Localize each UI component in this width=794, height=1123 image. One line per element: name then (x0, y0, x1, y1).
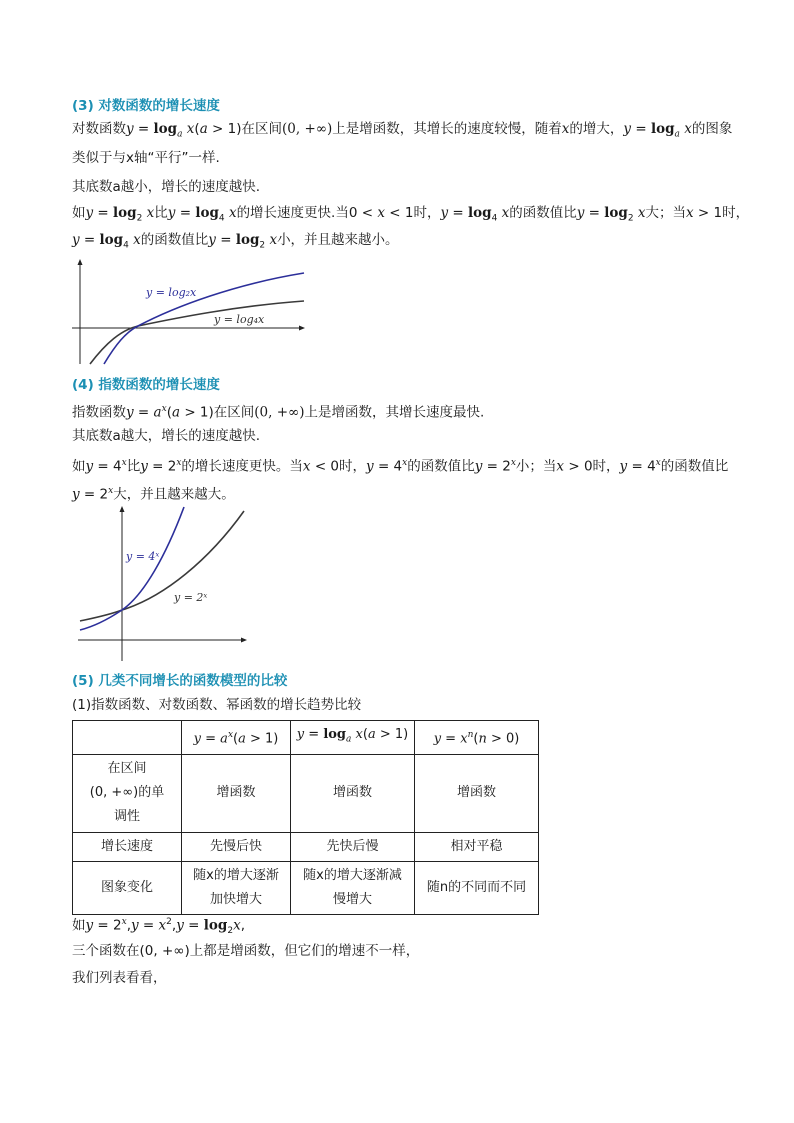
table-header-empty (73, 721, 182, 755)
table-cell: 先快后慢 (291, 832, 415, 861)
table-cell: 随x的增大逐渐 加快增大 (182, 861, 291, 914)
table-cell: 先慢后快 (182, 832, 291, 861)
table-cell: 相对平稳 (415, 832, 539, 861)
exp4-curve (80, 507, 184, 630)
exp2-curve (80, 511, 244, 621)
sec4-line-1: 指数函数$y = a^x(a > 1)$在区间(0, +∞)上是增函数，其增长速度最快. (72, 404, 485, 421)
sec5-after-line-2: 三个函数在(0, +∞)上都是增函数，但它们的增速不一样， (72, 943, 420, 959)
comparison-table (72, 720, 539, 915)
log-growth-figure (66, 258, 316, 368)
sec4-line-4: $y = 2^x$大，并且越来越大。 (72, 486, 235, 503)
table-row (73, 832, 539, 861)
y-axis-arrow (78, 259, 83, 265)
sec3-line-2: 类似于与x轴“平行”一样. (72, 150, 220, 166)
log4-label: y = log₄x (214, 313, 265, 326)
sec3-line-4: 如$y = \log_2 x$比$y = \log_4 x$的增长速度更快.当0 < x < 1时，$y = \log_4 x$的函数值比$y = \log_2 x$大；当x > 1时， (72, 205, 750, 224)
x-axis-arrow (241, 638, 247, 643)
table-cell: 随n的不同而不同 (415, 861, 539, 914)
table-header-power: $y = x^n(n > 0)$ (415, 721, 539, 755)
table-row-label-monotonic: 在区间 (0, +∞)的单 调性 (73, 754, 182, 832)
exp-growth-figure (74, 505, 249, 663)
sec3-line-3: 其底数a越小，增长的速度越快. (72, 179, 261, 195)
sec3-line-5: $y = \log_4 x$的函数值比$y = \log_2 x$小，并且越来越小。 (72, 232, 399, 251)
table-cell: 随x的增大逐渐减 慢增大 (291, 861, 415, 914)
sec5-after-line-3: 我们列表看看， (72, 970, 167, 986)
sec4-line-3: 如$y = 4^x$比$y = 2^x$的增长速度更快。当x < 0时，$y = 4^x$的函数值比$y = 2^x$小；当x > 0时，$y = 4^x$的函数值比 (72, 458, 729, 475)
sec5-subheading: (1)指数函数、对数函数、幂函数的增长趋势比较 (72, 697, 362, 713)
section-5-heading: (5) 几类不同增长的函数模型的比较 (72, 673, 288, 689)
table-cell: 增函数 (182, 754, 291, 832)
log2-curve (104, 273, 304, 364)
sec5-after-line-1: 如$y = 2^x,y = x^2,y = \log_2x$, (72, 917, 245, 937)
section-4-heading: (4) 指数函数的增长速度 (72, 377, 220, 393)
sec4-line-2: 其底数a越大，增长的速度越快. (72, 428, 261, 444)
sec3-line-1: 对数函数$y = \log_a x(a > 1)$在区间(0, +∞)上是增函数，其增长的速度较慢，随着x的增大，$y = \log_a x$的图象 (72, 121, 733, 140)
log2-label: y = log₂x (146, 286, 197, 299)
table-row (73, 754, 539, 832)
exp2-label: y = 2ˣ (174, 591, 208, 604)
x-axis-arrow (299, 326, 305, 331)
exp4-label: y = 4ˣ (126, 550, 160, 563)
table-row-label-shape: 图象变化 (73, 861, 182, 914)
table-header-exponential: $y = a^x(a > 1)$ (182, 721, 291, 755)
y-axis-arrow (120, 506, 125, 512)
table-row (73, 721, 539, 755)
table-cell: 增函数 (291, 754, 415, 832)
log4-curve (90, 301, 304, 364)
table-cell: 增函数 (415, 754, 539, 832)
table-header-logarithmic: $y = \log_a x(a > 1)$ (291, 721, 415, 755)
section-3-heading: (3) 对数函数的增长速度 (72, 98, 220, 114)
table-row (73, 861, 539, 914)
table-row-label-speed: 增长速度 (73, 832, 182, 861)
